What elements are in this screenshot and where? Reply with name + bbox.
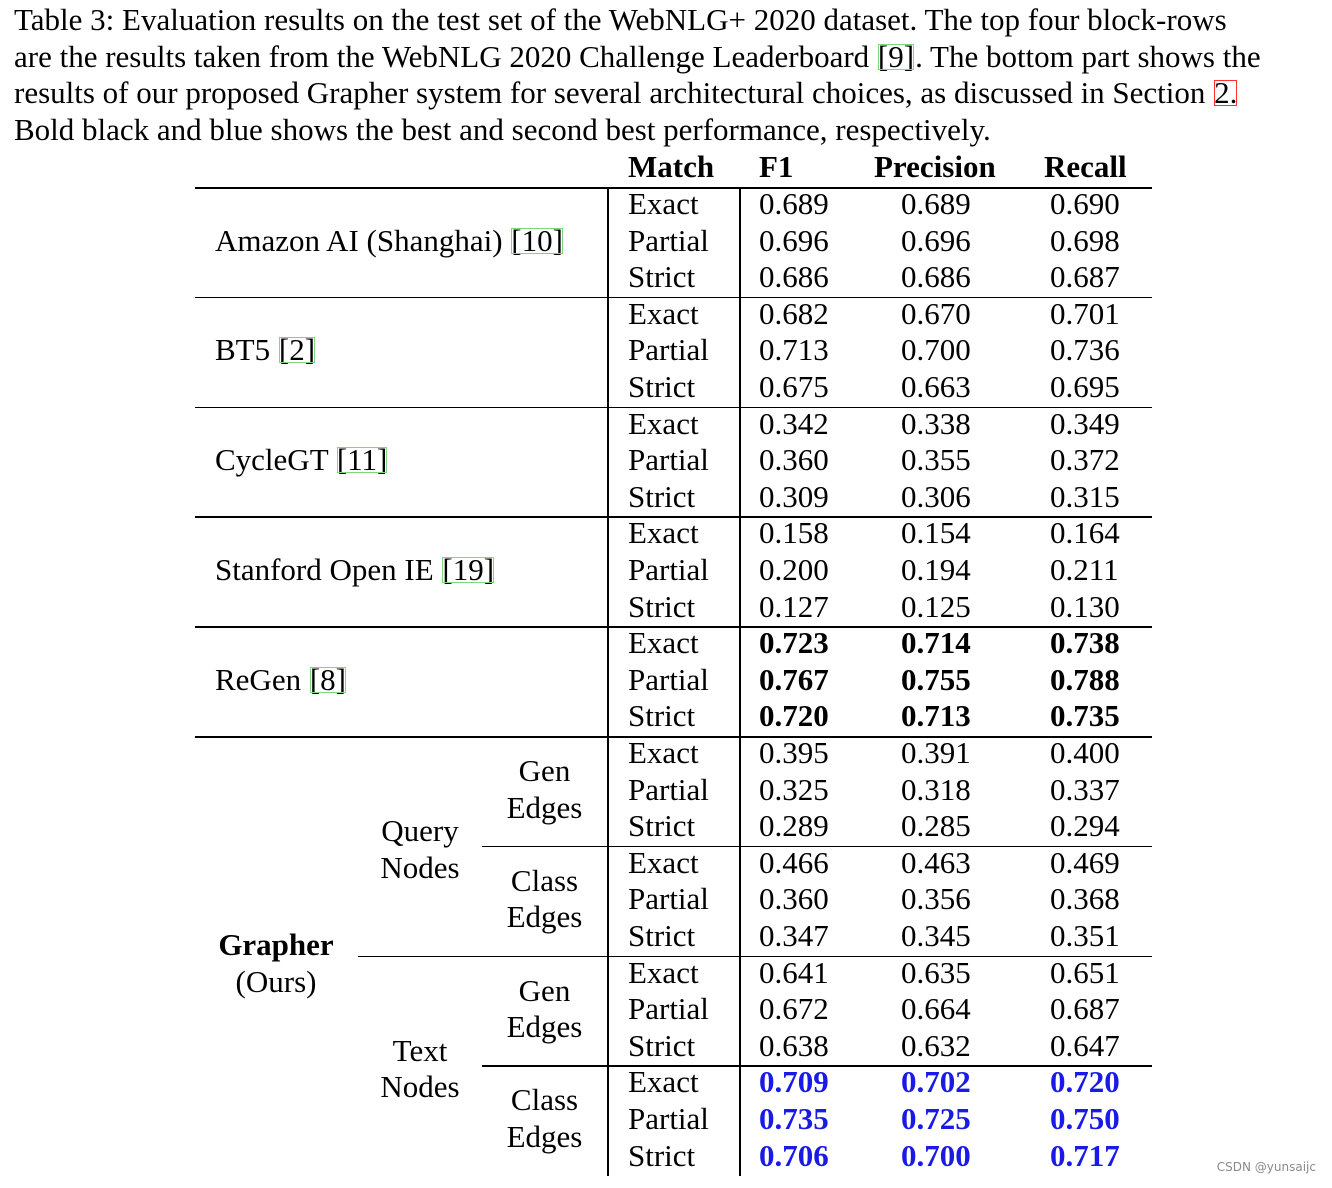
f1-cell: 0.347 [759,918,829,953]
node-group-label: Nodes [380,849,460,885]
precision-cell: 0.702 [901,1064,971,1100]
citation-link[interactable]: [10] [511,222,563,258]
match-type-cell: Strict [628,259,696,295]
method-name-cell [215,223,564,259]
f1-cell: 0.720 [759,698,829,734]
match-type-cell: Strict [628,1027,696,1063]
match-type-cell: Strict [628,369,696,404]
precision-cell: 0.345 [901,918,971,953]
method-name-cell [215,662,347,698]
precision-cell: 0.713 [901,698,971,734]
f1-cell: 0.706 [759,1137,829,1173]
recall-cell: 0.687 [1050,259,1120,295]
f1-cell: 0.360 [759,442,829,478]
match-type-cell: Partial [628,661,709,697]
f1-cell: 0.682 [759,295,829,331]
node-group-label: Query [381,813,459,849]
citation-link[interactable]: [19] [442,552,495,587]
precision-cell: 0.700 [901,332,971,368]
method-name: Amazon AI (Shanghai) [215,222,511,258]
recall-cell: 0.211 [1050,552,1119,587]
precision-cell: 0.725 [901,1101,971,1136]
recall-cell: 0.294 [1050,808,1120,844]
caption-line-4: Bold black and blue shows the best and second best performance, respectively. [14,111,991,147]
citation-link[interactable]: [2] [278,332,316,368]
f1-cell: 0.689 [759,186,829,221]
recall-cell: 0.687 [1050,991,1120,1027]
precision-cell: 0.663 [901,369,971,404]
match-type-cell: Exact [628,186,699,221]
precision-cell: 0.285 [901,808,971,844]
method-name: ReGen [215,661,309,697]
match-type-cell: Exact [628,405,699,441]
recall-cell: 0.349 [1050,405,1120,441]
f1-cell: 0.767 [759,661,829,697]
precision-cell: 0.632 [901,1027,971,1063]
recall-cell: 0.698 [1050,222,1120,258]
precision-cell: 0.696 [901,222,971,258]
recall-cell: 0.720 [1050,1064,1120,1100]
recall-cell: 0.788 [1050,661,1120,697]
node-group-separator [358,956,1152,958]
header-f1: F1 [759,149,794,184]
edge-group-label: Gen [518,972,571,1008]
precision-cell: 0.318 [901,771,971,807]
caption-text: are the results taken from the WebNLG 2020 Challenge Leaderboard [14,38,877,74]
f1-cell: 0.127 [759,588,829,624]
recall-cell: 0.647 [1050,1027,1120,1063]
edge-group-label: Edges [506,1119,583,1154]
f1-cell: 0.325 [759,771,829,807]
match-type-cell: Partial [628,991,709,1027]
column-rule-right [739,187,741,1176]
match-type-cell: Partial [628,222,709,258]
f1-cell: 0.360 [759,881,829,917]
recall-cell: 0.701 [1050,295,1120,331]
recall-cell: 0.130 [1050,588,1120,624]
column-rule-left [607,187,609,1176]
citation-link[interactable]: [8] [309,661,346,697]
edge-group-label: Gen [518,753,571,788]
edge-group-label: Class [510,1082,579,1118]
caption-text: . The bottom part shows the [915,38,1261,74]
f1-cell: 0.395 [759,735,829,770]
f1-cell: 0.686 [759,259,829,295]
caption-line-1: Table 3: Evaluation results on the test set of the WebNLG+ 2020 dataset. The top four block-rows [14,2,1227,37]
edge-group-label: Edges [506,789,583,825]
recall-cell: 0.337 [1050,771,1120,807]
match-type-cell: Partial [628,881,709,917]
recall-cell: 0.736 [1050,332,1120,368]
precision-cell: 0.635 [901,954,971,990]
precision-cell: 0.714 [901,625,971,661]
match-type-cell: Strict [628,698,696,734]
recall-cell: 0.651 [1050,954,1120,990]
precision-cell: 0.154 [901,515,971,551]
f1-cell: 0.200 [759,552,829,587]
precision-cell: 0.338 [901,405,971,441]
precision-cell: 0.356 [901,881,971,917]
match-type-cell: Partial [628,1101,709,1136]
precision-cell: 0.125 [901,588,971,624]
header-recall: Recall [1044,149,1127,184]
precision-cell: 0.700 [901,1137,971,1173]
recall-cell: 0.735 [1050,698,1120,734]
precision-cell: 0.306 [901,478,971,514]
precision-cell: 0.755 [901,661,971,697]
citation-link[interactable]: [11] [336,442,388,478]
recall-cell: 0.469 [1050,844,1120,880]
recall-cell: 0.738 [1050,625,1120,661]
match-type-cell: Strict [628,588,696,624]
precision-cell: 0.194 [901,552,971,587]
f1-cell: 0.709 [759,1064,829,1100]
f1-cell: 0.672 [759,991,829,1027]
match-type-cell: Exact [628,625,699,661]
f1-cell: 0.735 [759,1101,829,1136]
recall-cell: 0.164 [1050,515,1120,551]
precision-cell: 0.670 [901,295,971,331]
f1-cell: 0.713 [759,332,829,368]
match-type-cell: Exact [628,844,699,880]
section-reference-link[interactable]: 2. [1214,75,1238,110]
edge-group-label: Edges [506,899,583,935]
method-name: BT5 [215,332,278,368]
match-type-cell: Exact [628,295,699,331]
f1-cell: 0.289 [759,808,829,844]
recall-cell: 0.372 [1050,442,1120,478]
citation-link[interactable]: [9] [877,38,915,74]
f1-cell: 0.342 [759,405,829,441]
match-type-cell: Strict [628,1137,696,1173]
grapher-sub: (Ours) [235,963,317,999]
recall-cell: 0.717 [1050,1137,1120,1173]
caption-text: results of our proposed Grapher system for several architectural choices, as discussed in Section [14,75,1214,110]
precision-cell: 0.463 [901,844,971,880]
precision-cell: 0.664 [901,991,971,1027]
precision-cell: 0.689 [901,186,971,221]
precision-cell: 0.391 [901,735,971,770]
match-type-cell: Exact [628,735,699,770]
match-type-cell: Exact [628,1064,699,1100]
method-name-cell [215,552,495,588]
method-name-cell [215,442,388,478]
match-type-cell: Strict [628,918,696,953]
f1-cell: 0.466 [759,844,829,880]
method-name-cell [215,332,316,368]
match-type-cell: Partial [628,771,709,807]
recall-cell: 0.400 [1050,735,1120,770]
recall-cell: 0.315 [1050,478,1120,514]
recall-cell: 0.351 [1050,918,1120,953]
method-name: Stanford Open IE [215,552,442,587]
match-type-cell: Exact [628,954,699,990]
recall-cell: 0.368 [1050,881,1120,917]
header-precision: Precision [874,149,996,184]
f1-cell: 0.309 [759,478,829,514]
f1-cell: 0.641 [759,954,829,990]
f1-cell: 0.638 [759,1027,829,1063]
match-type-cell: Partial [628,552,709,587]
recall-cell: 0.695 [1050,369,1120,404]
header-match: Match [628,149,715,184]
node-group-label: Text [392,1032,448,1068]
match-type-cell: Partial [628,332,709,368]
f1-cell: 0.158 [759,515,829,551]
match-type-cell: Exact [628,515,699,551]
recall-cell: 0.690 [1050,186,1120,221]
f1-cell: 0.675 [759,369,829,404]
f1-cell: 0.723 [759,625,829,661]
node-group-label: Nodes [380,1069,460,1105]
edge-group-label: Class [510,862,579,898]
precision-cell: 0.686 [901,259,971,295]
recall-cell: 0.750 [1050,1101,1120,1136]
match-type-cell: Strict [628,478,696,514]
match-type-cell: Strict [628,808,696,844]
match-type-cell: Partial [628,442,709,478]
grapher-name: Grapher [218,927,334,962]
watermark: CSDN @yunsaijc [1216,1160,1316,1174]
edge-group-label: Edges [506,1009,583,1045]
method-name: CycleGT [215,442,336,478]
f1-cell: 0.696 [759,222,829,258]
precision-cell: 0.355 [901,442,971,478]
